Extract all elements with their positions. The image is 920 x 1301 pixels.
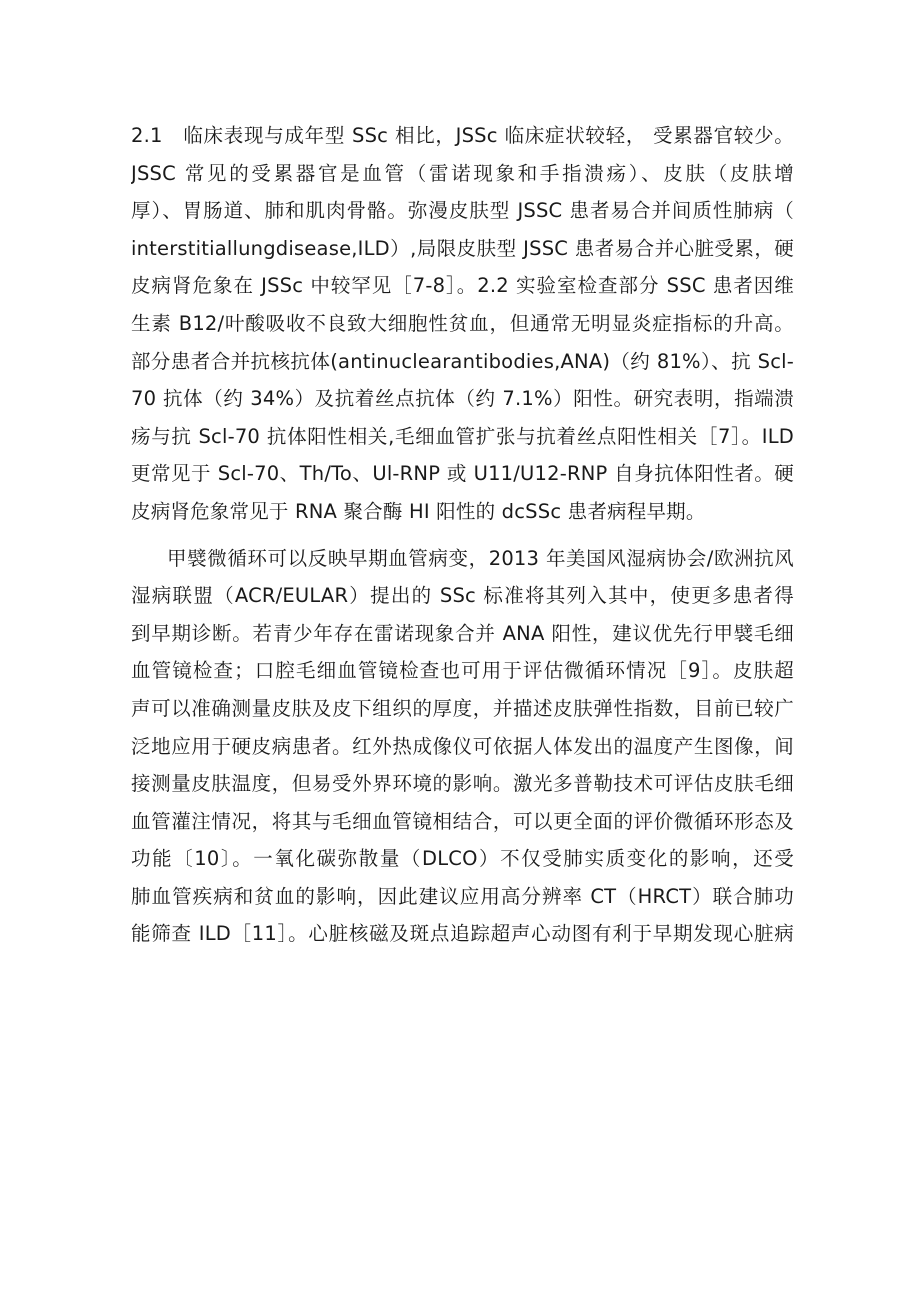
text-line: 皮病肾危象在 JSSc 中较罕见［7-8］。2.2 实验室检查部分 SSC 患者因维: [131, 274, 794, 298]
text-line: 皮病肾危象常见于 RNA 聚合酶 HI 阳性的 dcSSc 患者病程早期。: [131, 499, 706, 523]
text-line: 能筛查 ILD［11］。心脏核磁及斑点追踪超声心动图有利于早期发现心脏病: [131, 922, 794, 946]
text-line: 70 抗体（约 34%）及抗着丝点抗体（约 7.1%）阳性。研究表明，指端溃: [131, 387, 794, 411]
paragraph-microcirculation: [131, 540, 794, 954]
text-line: 泛地应用于硬皮病患者。红外热成像仪可依据人体发出的温度产生图像，间: [131, 734, 794, 758]
text-line: 血管镜检查；口腔毛细血管镜检查也可用于评估微循环情况［9］。皮肤超: [131, 659, 794, 683]
text-line: 甲襞微循环可以反映早期血管病变，2013 年美国风湿病协会/欧洲抗风: [167, 546, 794, 570]
text-line: 功能〔10〕。一氧化碳弥散量（DLCO）不仅受肺实质变化的影响，还受: [131, 847, 794, 871]
text-line: 2.1 临床表现与成年型 SSc 相比，JSSc 临床症状较轻， 受累器官较少。: [131, 124, 794, 147]
text-line: interstitiallungdisease,ILD）,局限皮肤型 JSSC 患者易合并心脏受累，硬: [131, 236, 794, 260]
text-line: 到早期诊断。若青少年存在雷诺现象合并 ANA 阳性，建议优先行甲襞毛细: [131, 621, 794, 645]
text-line: JSSC 常见的受累器官是血管（雷诺现象和手指溃疡）、皮肤（皮肤增: [131, 161, 794, 185]
text-line: 疡与抗 Scl-70 抗体阳性相关,毛细血管扩张与抗着丝点阳性相关［7］。ILD: [131, 424, 794, 448]
text-line: 更常见于 Scl-70、Th/To、Ul-RNP 或 U11/U12-RNP 自身抗体阳性者。硬: [131, 462, 794, 486]
text-line: 部分患者合并抗核抗体(antinuclearantibodies,ANA)（约 81%）、抗 Scl-: [131, 349, 794, 373]
paragraph-gap: [131, 531, 794, 540]
text-line: 厚）、胃肠道、肺和肌肉骨骼。弥漫皮肤型 JSSC 患者易合并间质性肺病（: [131, 199, 794, 223]
paragraph-clinical-and-lab: [131, 117, 794, 531]
text-line: 湿病联盟（ACR/EULAR）提出的 SSc 标准将其列入其中，使更多患者得: [131, 584, 794, 608]
text-line: 生素 B12/叶酸吸收不良致大细胞性贫血，但通常无明显炎症指标的升高。: [131, 311, 794, 335]
text-line: 血管灌注情况，将其与毛细血管镜相结合，可以更全面的评价微循环形态及: [131, 809, 794, 833]
body-text: [131, 117, 794, 953]
text-line: 肺血管疾病和贫血的影响，因此建议应用高分辨率 CT（HRCT）联合肺功: [131, 884, 794, 908]
text-line: 声可以准确测量皮肤及皮下组织的厚度，并描述皮肤弹性指数，目前已较广: [131, 696, 794, 720]
text-line: 接测量皮肤温度，但易受外界环境的影响。激光多普勒技术可评估皮肤毛细: [131, 772, 794, 796]
